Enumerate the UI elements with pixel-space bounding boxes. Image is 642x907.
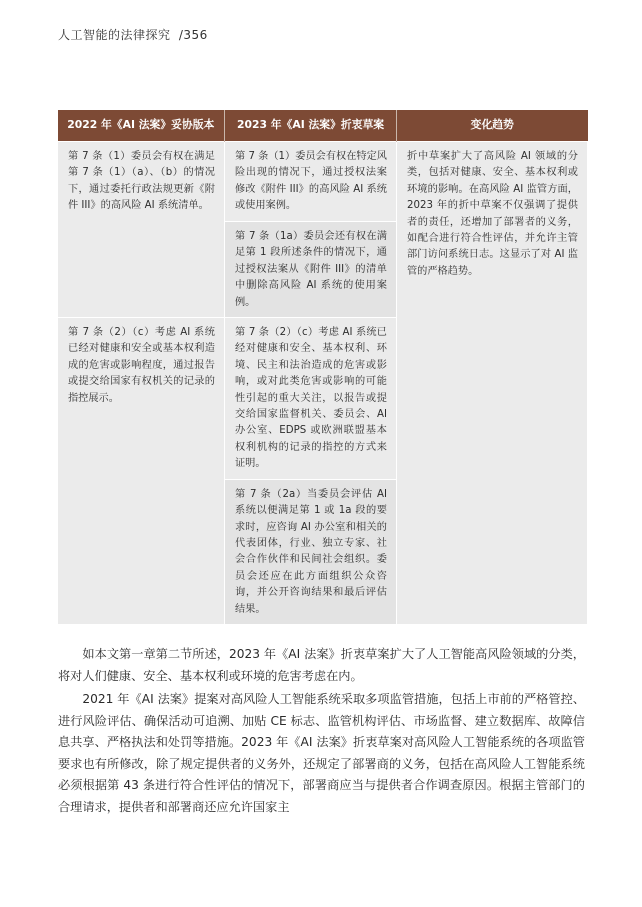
comparison-table-container [57, 110, 587, 625]
cell-2023-article-7-1: 第 7 条（1）委员会有权在特定风险出现的情况下，通过授权法案修改《附件 III》的高风险 AI 系统或使用案例。 [225, 142, 397, 222]
comparison-table [57, 110, 588, 625]
header-2022-version: 2022 年《AI 法案》妥协版本 [58, 110, 225, 142]
book-title: 人工智能的法律探究 [58, 28, 171, 42]
cell-2023-article-7-2a: 第 7 条（2a）当委员会评估 AI 系统以便满足第 1 或 1a 段的要求时，应咨询 AI 办公室和相关的代表团体，行业、独立专家、社会合作伙伴和民间社会组织。委员会还应在此方面组织公众咨询，并公开咨询结果和最后评估结果。 [225, 479, 397, 624]
body-paragraph-2 [58, 689, 585, 819]
paragraph-text: 2021 年《AI 法案》提案对高风险人工智能系统采取多项监管措施，包括上市前的严格管控、进行风险评估、确保活动可追溯、加贴 CE 标志、监管机构评估、市场监督、建立数据库、故障信息共享、严格执法和处罚等措施。2023 年《AI 法案》折衷草案对高风险人工智能系统的各项监管要求也有所修改，除了规定提供者的义务外，还规定了部署商的义务，包括在高风险人工智能系统必须根据第 43 条进行符合性评估的情况下，部署商应当与提供者合作调查原因。根据主管部门的合理请求，提供者和部署商还应允许国家主 [58, 692, 585, 814]
cell-2022-article-7-1: 第 7 条（1）委员会有权在满足第 7 条（1）（a）、（b）的情况下，通过委托行政法规更新《附件 III》的高风险 AI 系统清单。 [58, 142, 225, 318]
table-header-row [58, 110, 588, 142]
paragraph-text: 如本文第一章第二节所述，2023 年《AI 法案》折衷草案扩大了人工智能高风险领域的分类，将对人们健康、安全、基本权利或环境的危害考虑在内。 [58, 647, 585, 683]
cell-trend: 折中草案扩大了高风险 AI 领域的分类，包括对健康、安全、基本权利或环境的影响。在高风险 AI 监管方面，2023 年的折中草案不仅强调了提供者的责任，还增加了部署者的义务，如配合进行符合性评估，并允许主管部门访问系统日志。这显示了对 AI 监管的严格趋势。 [397, 142, 588, 625]
header-trend: 变化趋势 [397, 110, 588, 142]
table-row [58, 142, 588, 222]
header-2023-draft: 2023 年《AI 法案》折衷草案 [225, 110, 397, 142]
body-paragraph-1 [58, 644, 585, 687]
cell-2022-article-7-2c: 第 7 条（2）（c）考虑 AI 系统已经对健康和安全或基本权利造成的危害或影响程度，通过报告或提交给国家有权机关的记录的指控展示。 [58, 318, 225, 625]
cell-2023-article-7-1a: 第 7 条（1a）委员会还有权在满足第 1 段所述条件的情况下，通过授权法案从《附件 III》的清单中删除高风险 AI 系统的使用案例。 [225, 222, 397, 318]
running-header [58, 26, 208, 43]
cell-2023-article-7-2c: 第 7 条（2）（c）考虑 AI 系统已经对健康和安全、基本权利、环境、民主和法治造成的危害或影响，或对此类危害或影响的可能性引起的重大关注，以报告或提交给国家监督机关、委员会、AI 办公室、EDPS 或欧洲联盟基本权利机构的记录的指控的方式来证明。 [225, 318, 397, 480]
page-number: /356 [178, 28, 208, 42]
